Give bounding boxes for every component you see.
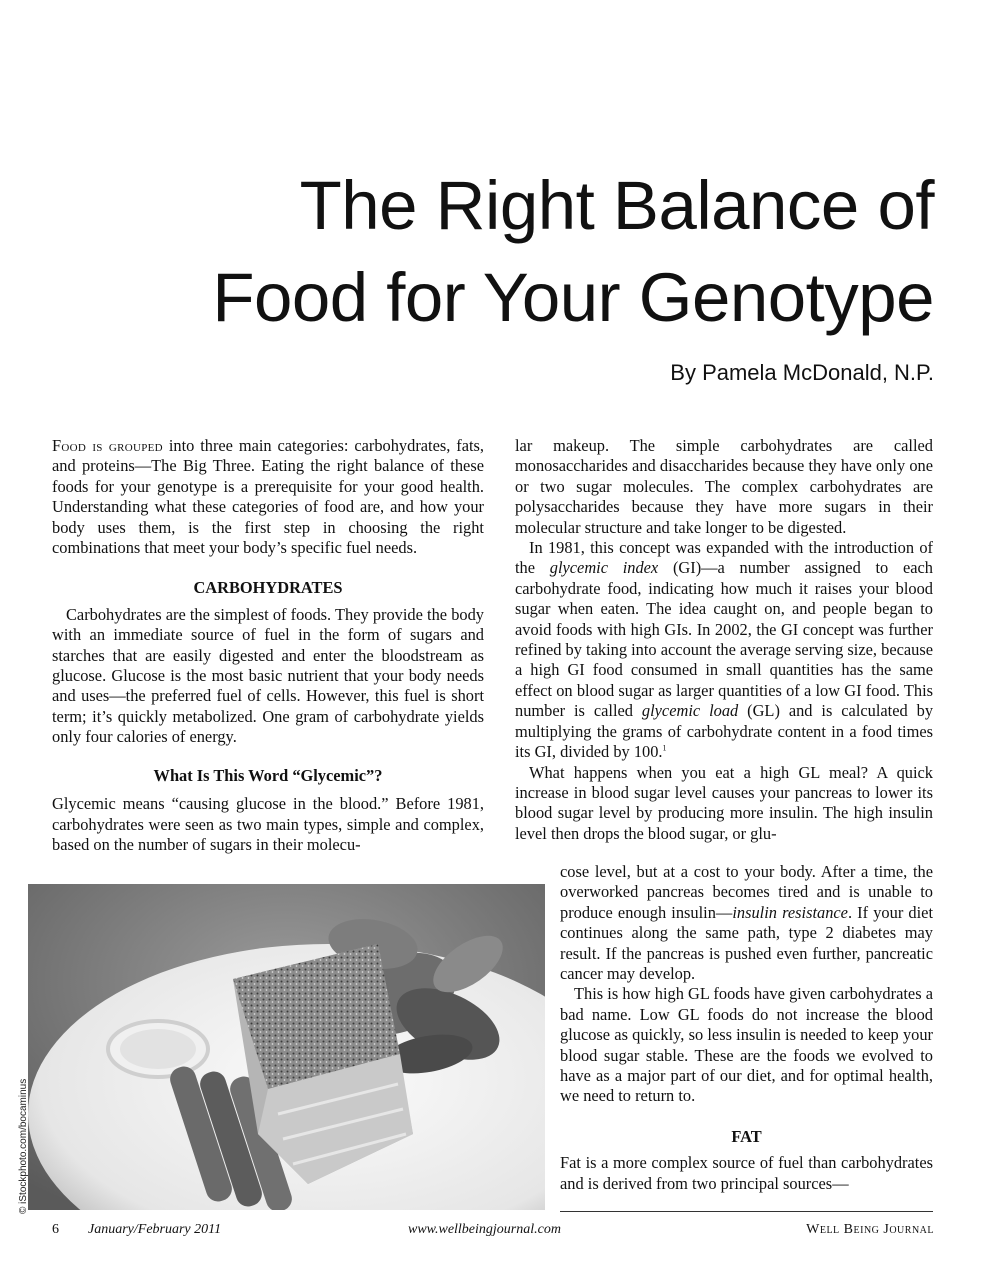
right-paragraph-2 [515, 538, 933, 762]
journal-url: www.wellbeingjournal.com [408, 1222, 561, 1237]
left-column [52, 436, 484, 855]
right-column-top [515, 436, 933, 844]
term-insulin-resistance: insulin resistance [732, 902, 848, 922]
right-paragraph-1: lar makeup. The simple carbohydrates are called monosaccharides and disaccharides because they have only one or two sugar molecules. The complex carbohydrates are polysaccharides because they have more sugars in their molecular structure and take longer to be digested. [515, 436, 933, 537]
lead-in-smallcaps: Food is grouped [52, 436, 163, 455]
right-paragraph-3: What happens when you eat a high GL meal? A quick increase in blood sugar level causes your pancreas to lower its blood sugar level by producing more insulin. The high insulin level then drops the blood sugar, or glu- [515, 762, 933, 843]
p3-text-c: . If your diet continues along the same path, type 2 diabetes may result. If the pancreas is pushed even further, pancreatic cancer may develop. [560, 902, 933, 984]
heading-glycemic: What Is This Word “Glycemic”? [153, 765, 383, 785]
right-paragraph-3-cont [560, 862, 933, 984]
footnote-ref: 1 [662, 743, 667, 753]
footer-rule [560, 1211, 933, 1212]
intro-paragraph [52, 436, 484, 558]
journal-name: Well Being Journal [806, 1222, 934, 1237]
byline: By Pamela McDonald, N.P. [670, 360, 934, 385]
carbohydrates-paragraph: Carbohydrates are the simplest of foods. They provide the body with an immediate source of fuel in the form of sugars and starches that are easily digested and enter the bloodstream as glucose. Glucose is the most basic nutrient that your body needs and uses—the preferred fuel of cells. However, this fuel is short term; it’s quickly metabolized. One gram of carbohydrate yields only four calories of energy. [52, 604, 484, 747]
p3-text-b: cose level, but at a cost to your body. After a time, the overworked pancreas becomes tired and is unable to produce enough insulin— [560, 862, 933, 922]
intro-text: into three main categories: carbohydrates, fats, and proteins—The Big Three. Eating the right balance of these foods for your genotype is a prerequisite for your good health. Understanding what these categories of food are, and how your body uses them, is the first step in choosing the right combinations that meet your body’s specific fuel needs. [52, 436, 485, 558]
lemon-slice [108, 1021, 208, 1077]
term-glycemic-load: glycemic load [641, 701, 739, 721]
p2-text-c: (GL) and is calculated by multiplying the grams of carbohydrate content in a food times its GI, divided by 100. [515, 701, 934, 762]
page-number: 6 [52, 1222, 59, 1237]
salmon-plate-photo [28, 884, 545, 1210]
p2-text-b: (GI)—a number assigned to each carbohydrate food, indicating how much it raises your blood sugar when eaten. The idea caught on, and people began to avoid foods with high GIs. In 2002, the GI concept was further refined by taking into account the average serving size, because a high GI food consumed in small quantities has the same effect on blood sugar as larger quantities of a low GI food. This number is called [515, 558, 933, 721]
heading-carbohydrates: CARBOHYDRATES [193, 578, 343, 598]
issue-date: January/February 2011 [88, 1222, 222, 1237]
photo-illustration [28, 884, 545, 1210]
article-title [34, 160, 934, 344]
fat-paragraph: Fat is a more complex source of fuel than carbohydrates and is derived from two principal sources— [560, 1153, 933, 1193]
term-glycemic-index: glycemic index [549, 558, 659, 578]
title-line-1: The Right Balance of [299, 167, 934, 244]
title-line-2: Food for Your Genotype [212, 259, 934, 336]
glycemic-paragraph: Glycemic means “causing glucose in the blood.” Before 1981, carbohydrates were seen as two main types, simple and complex, based on the number of sugars in their molecu- [52, 794, 484, 854]
right-paragraph-4: This is how high GL foods have given carbohydrates a bad name. Low GL foods do not increase the blood glucose as quickly, so less insulin is needed to keep your blood sugar stable. These are the foods we evolved to have as a major part of our diet, and for optimal health, we need to return to. [560, 984, 933, 1106]
heading-fat: FAT [731, 1126, 762, 1146]
p2-text-a: In 1981, this concept was expanded with the introduction of the [515, 538, 933, 578]
photo-credit: © iStockphoto.com/bocaminus [18, 1078, 29, 1214]
right-column-bottom [560, 862, 933, 1194]
